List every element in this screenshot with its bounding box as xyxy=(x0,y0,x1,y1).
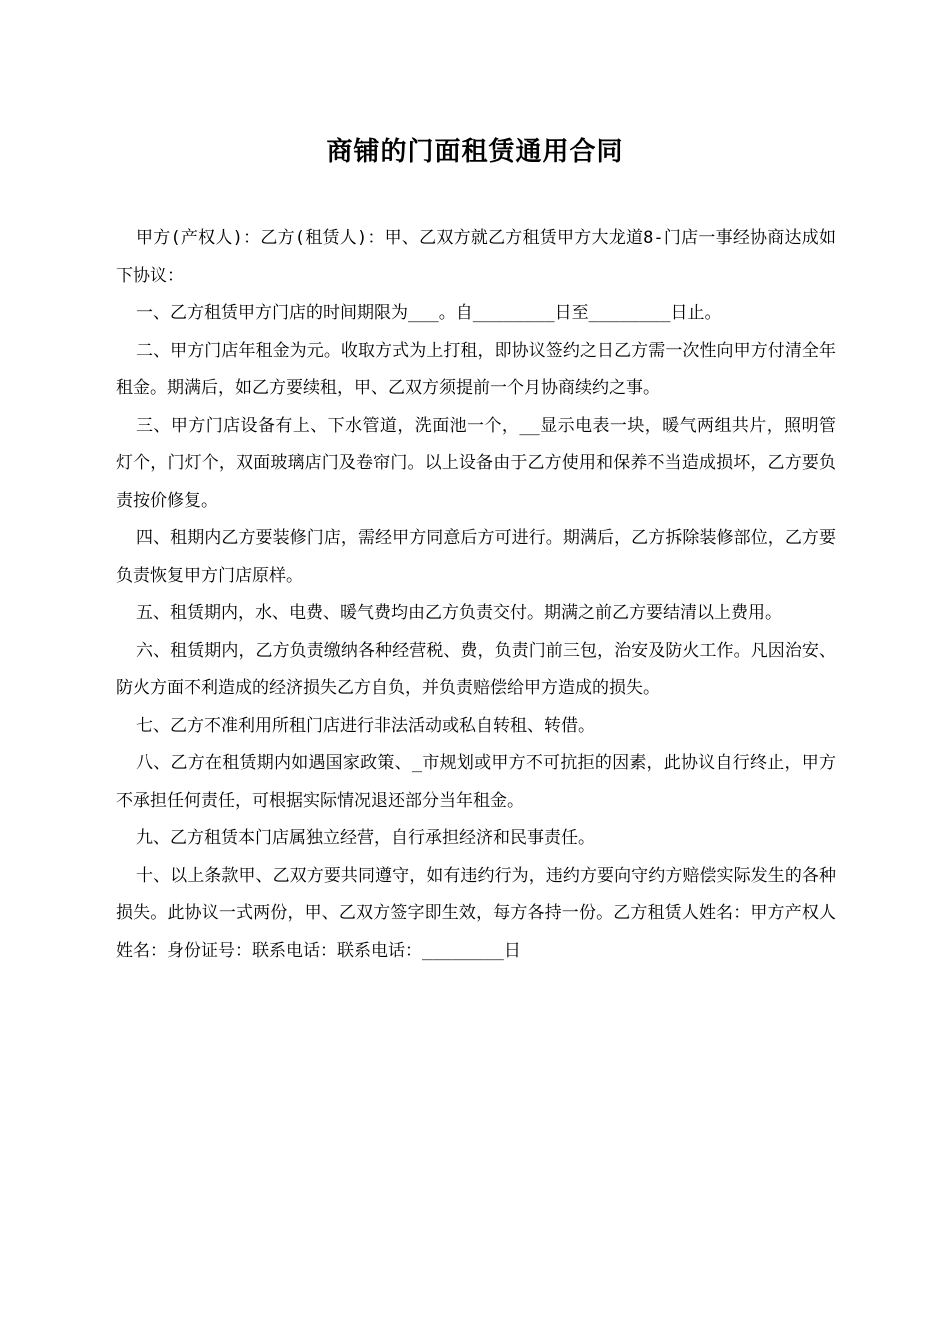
paragraph-intro: 甲方(产权人)：乙方(租赁人)：甲、乙双方就乙方租赁甲方大龙道8-门店一事经协商达成如下协议： xyxy=(116,228,836,286)
paragraph-clause-9: 九、乙方租赁本门店属独立经营，自行承担经济和民事责任。 xyxy=(136,828,595,848)
paragraph-clause-2: 二、甲方门店年租金为元。收取方式为上打租，即协议签约之日乙方需一次性向甲方付清全年租金。期满后，如乙方要续租，甲、乙双方须提前一个月协商续约之事。 xyxy=(116,340,836,398)
paragraph-clause-8: 八、乙方在租赁期内如遇国家政策、_市规划或甲方不可抗拒的因素，此协议自行终止，甲方不承担任何责任，可根据实际情况退还部分当年租金。 xyxy=(116,753,836,811)
paragraph-clause-7: 七、乙方不准利用所租门店进行非法活动或私自转租、转借。 xyxy=(136,715,595,736)
paragraph-clause-1: 一、乙方租赁甲方门店的时间期限为___。自________日至________日止。 xyxy=(136,303,722,323)
paragraph-clause-4: 四、租期内乙方要装修门店，需经甲方同意后方可进行。期满后，乙方拆除装修部位，乙方要负责恢复甲方门店原样。 xyxy=(116,528,836,586)
document-body xyxy=(116,220,836,970)
paragraph-clause-10: 十、以上条款甲、乙双方要共同遵守，如有违约行为，违约方要向守约方赔偿实际发生的各种损失。此协议一式两份，甲、乙双方签字即生效，每方各持一份。乙方租赁人姓名：甲方产权人姓名：身份证号：联系电话：联系电话：________日 xyxy=(116,865,836,961)
paragraph-clause-5: 五、租赁期内，水、电费、暖气费均由乙方负责交付。期满之前乙方要结清以上费用。 xyxy=(136,603,782,623)
paragraph-clause-6: 六、租赁期内，乙方负责缴纳各种经营税、费，负责门前三包，治安及防火工作。凡因治安、防火方面不利造成的经济损失乙方自负，并负责赔偿给甲方造成的损失。 xyxy=(116,640,836,698)
document-title: 商铺的门面租赁通用合同 xyxy=(326,137,624,167)
paragraph-clause-3: 三、甲方门店设备有上、下水管道，洗面池一个，__显示电表一块，暖气两组共片，照明管灯个，门灯个，双面玻璃店门及卷帘门。以上设备由于乙方使用和保养不当造成损坏，乙方要负责按价修复。 xyxy=(116,415,836,511)
